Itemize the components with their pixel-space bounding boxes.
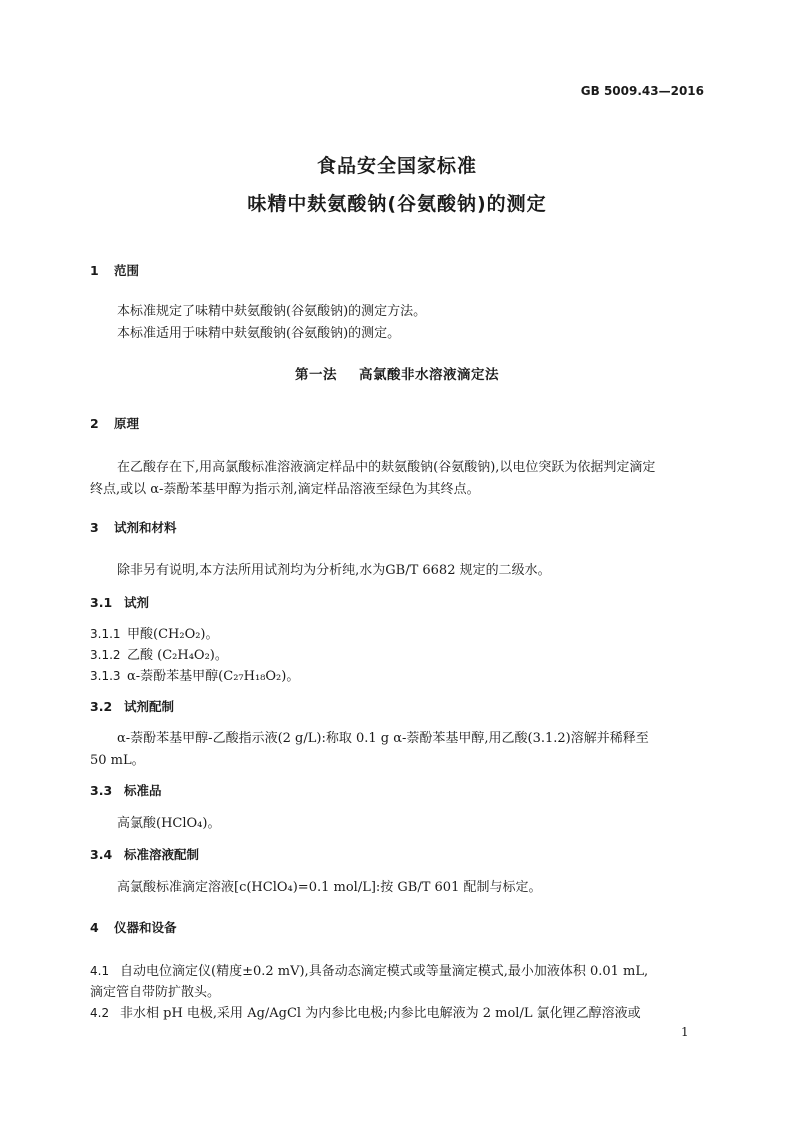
- section-3-4-text: 高氯酸标准滴定溶液[c(HClO₄)=0.1 mol/L]:按 GB/T 601 配制与标定。: [117, 880, 542, 895]
- item-text: 非水相 pH 电极,采用 Ag/AgCl 为内参比电极;内参比电解液为 2 mol/L 氯化锂乙醇溶液或: [120, 1006, 641, 1021]
- section-3-2-line-1: α-萘酚苯基甲醇-乙酸指示液(2 g/L):称取 0.1 g α-萘酚苯基甲醇,用乙酸(3.1.2)溶解并稀释至: [117, 731, 649, 746]
- item-number: 4.1: [90, 964, 110, 978]
- section-3-3-text: 高氯酸(HClO₄)。: [117, 816, 221, 831]
- item-number: 3.1.1: [90, 627, 121, 641]
- item-3-1-2: [90, 644, 228, 663]
- item-number: 4.2: [90, 1006, 110, 1020]
- section-1-heading: [90, 261, 139, 279]
- item-text: α-萘酚苯基甲醇(C₂₇H₁₈O₂)。: [127, 669, 300, 684]
- section-1-paragraph-2: 本标准适用于味精中麸氨酸钠(谷氨酸钠)的测定。: [117, 326, 401, 341]
- item-text: 乙酸 (C₂H₄O₂)。: [127, 648, 228, 663]
- section-3-4-heading: [90, 845, 199, 863]
- standard-number: GB 5009.43—2016: [580, 84, 704, 98]
- method-name: 高氯酸非水溶液滴定法: [359, 367, 499, 383]
- section-number: 1: [90, 263, 99, 278]
- section-3-heading: [90, 518, 177, 536]
- section-2-paragraph-line-1: 在乙酸存在下,用高氯酸标准溶液滴定样品中的麸氨酸钠(谷氨酸钠),以电位突跃为依据判定滴定: [117, 460, 656, 475]
- item-number: 3.1.3: [90, 669, 121, 683]
- section-3-2-heading: [90, 697, 174, 715]
- section-number: 3.2: [90, 699, 113, 714]
- section-3-2-line-2: 50 mL。: [90, 753, 145, 768]
- item-3-1-1: [90, 623, 219, 642]
- section-title: 标准品: [124, 783, 162, 798]
- section-4-heading: [90, 918, 177, 936]
- section-title: 原理: [114, 416, 140, 431]
- section-number: 4: [90, 920, 99, 935]
- item-text: 甲酸(CH₂O₂)。: [127, 627, 219, 642]
- section-3-intro: 除非另有说明,本方法所用试剂均为分析纯,水为GB/T 6682 规定的二级水。: [117, 563, 551, 578]
- page-number: 1: [681, 1025, 689, 1039]
- section-title: 标准溶液配制: [124, 847, 200, 862]
- section-number: 3.3: [90, 783, 113, 798]
- section-title: 仪器和设备: [114, 920, 177, 935]
- section-title: 试剂: [124, 595, 150, 610]
- item-4-1-line-2: 滴定管自带防扩散头。: [90, 985, 221, 1000]
- section-number: 3: [90, 520, 99, 535]
- item-4-1-line-1: [90, 960, 648, 979]
- section-title: 试剂和材料: [114, 520, 177, 535]
- item-number: 3.1.2: [90, 648, 121, 662]
- item-4-2-line-1: [90, 1002, 641, 1021]
- item-text: 自动电位滴定仪(精度±0.2 mV),具备动态滴定模式或等量滴定模式,最小加液体积 0.01 mL,: [120, 964, 649, 979]
- section-3-3-heading: [90, 781, 162, 799]
- section-number: 3.1: [90, 595, 113, 610]
- page-title-line1: 食品安全国家标准: [316, 155, 477, 177]
- section-2-paragraph-line-2: 终点,或以 α-萘酚苯基甲醇为指示剂,滴定样品溶液至绿色为其终点。: [90, 482, 480, 497]
- section-2-heading: [90, 414, 139, 432]
- method-label: 第一法: [295, 367, 337, 383]
- section-number: 3.4: [90, 847, 113, 862]
- section-title: 试剂配制: [124, 699, 175, 714]
- section-number: 2: [90, 416, 99, 431]
- page-title-line2: 味精中麸氨酸钠(谷氨酸钠)的测定: [247, 193, 547, 215]
- section-title: 范围: [114, 263, 140, 278]
- section-1-paragraph-1: 本标准规定了味精中麸氨酸钠(谷氨酸钠)的测定方法。: [117, 304, 427, 319]
- section-3-1-heading: [90, 593, 149, 611]
- method-title: [0, 363, 794, 383]
- item-3-1-3: [90, 665, 299, 684]
